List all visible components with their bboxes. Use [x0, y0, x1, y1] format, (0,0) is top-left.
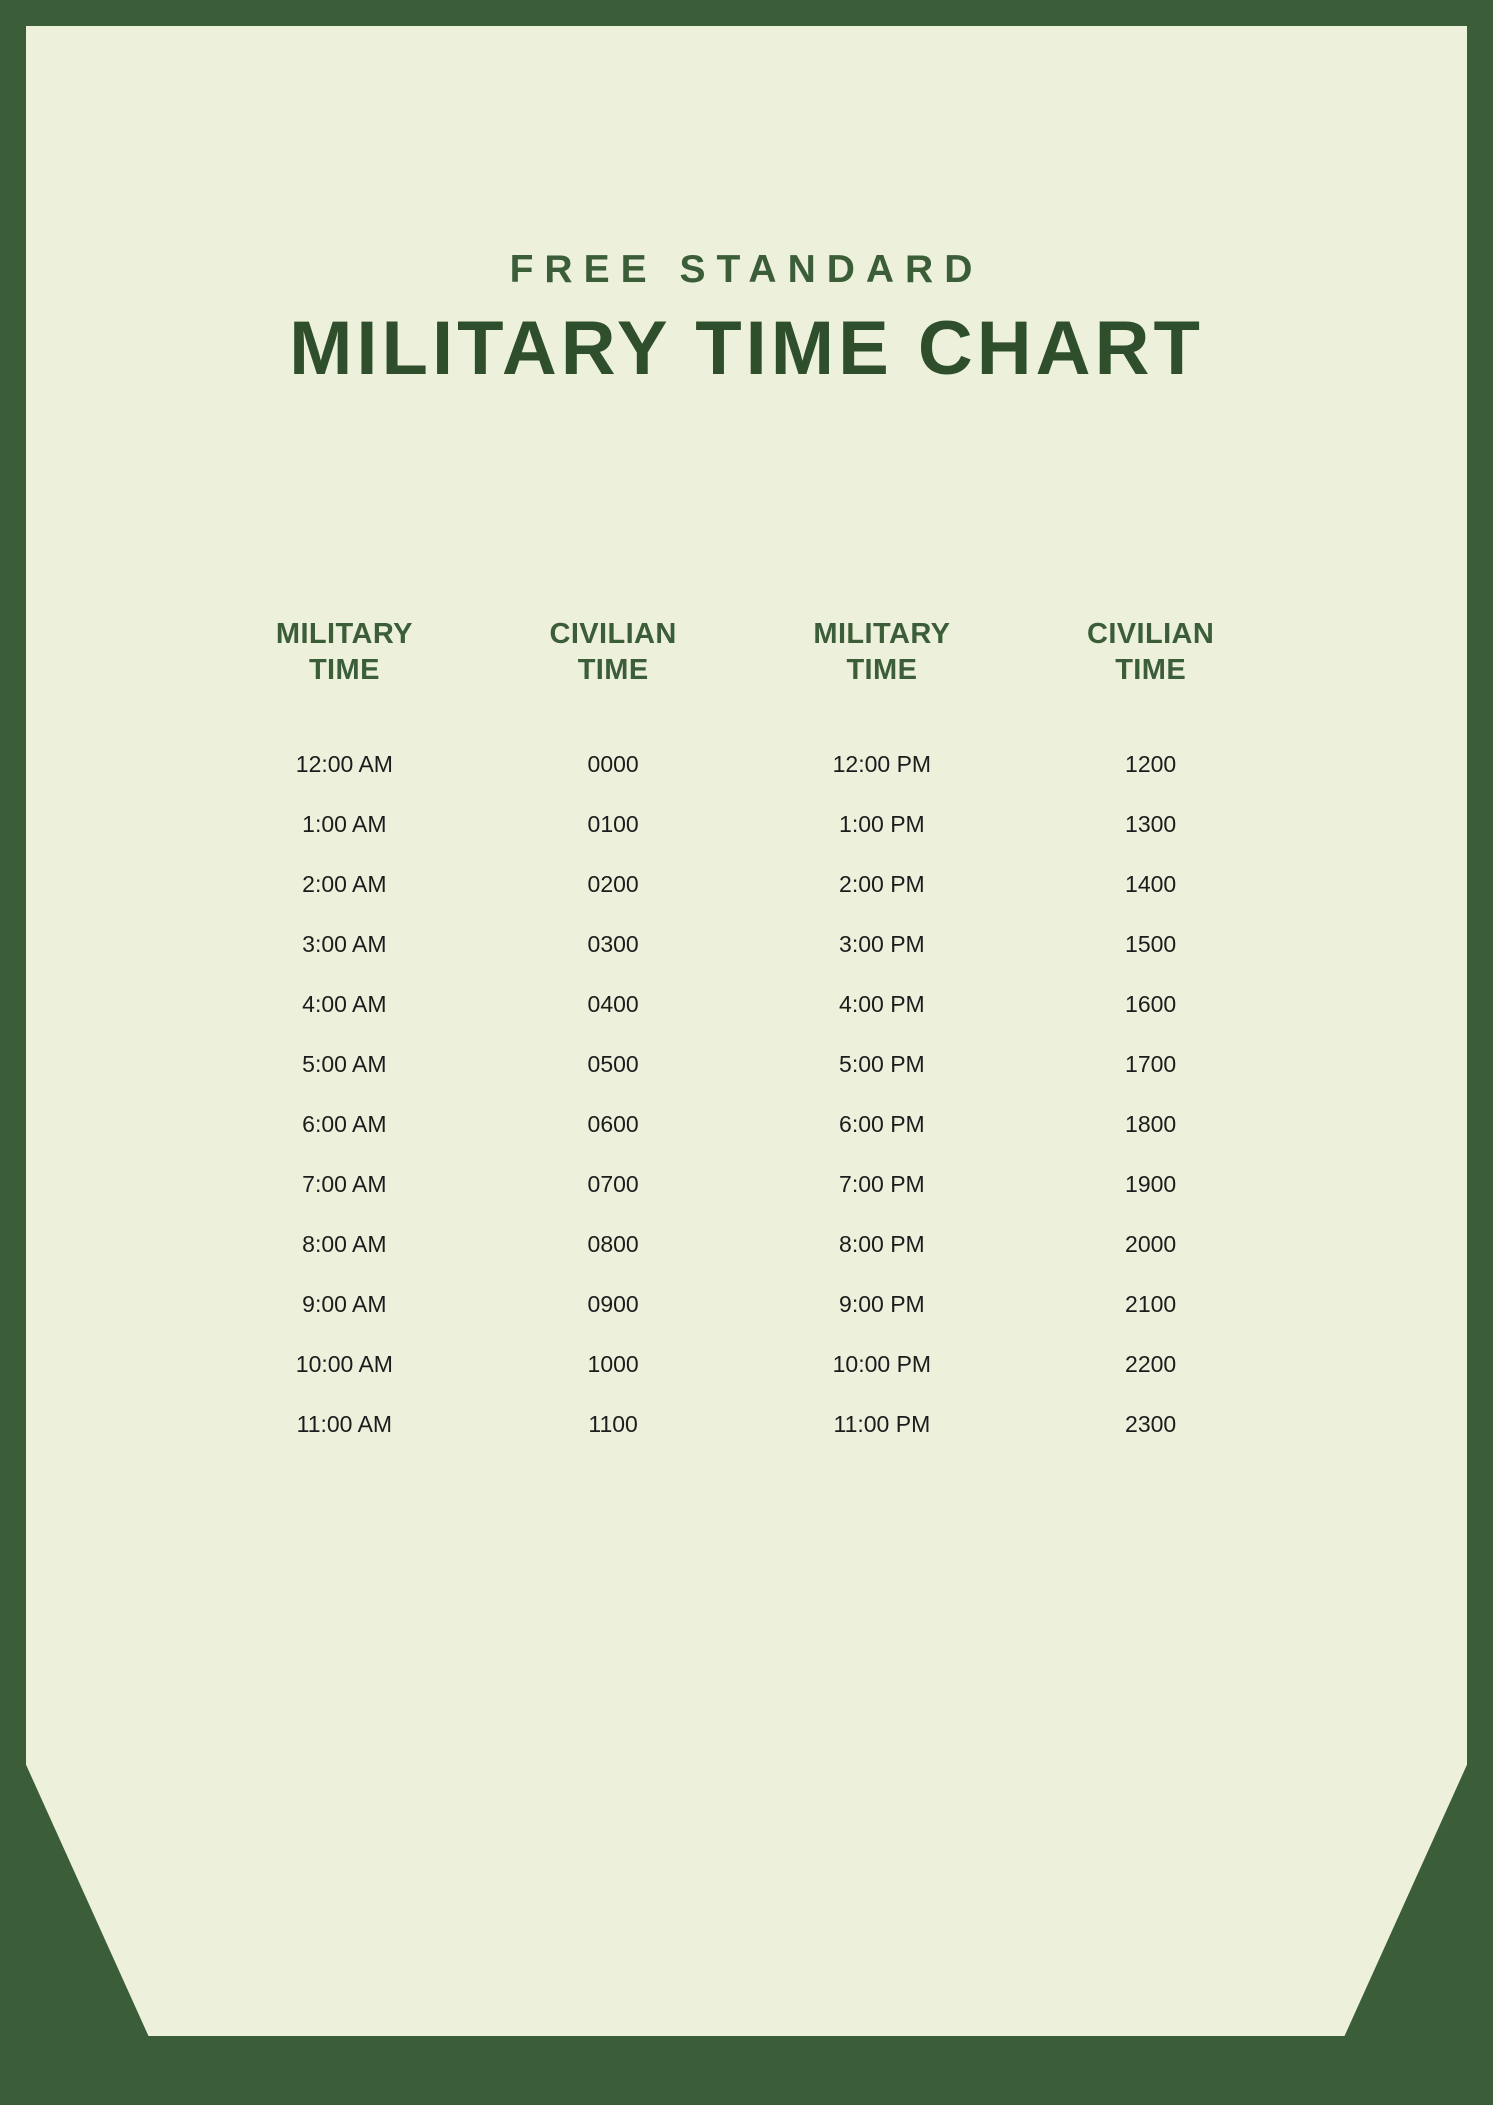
table-row: [210, 975, 1285, 1035]
cell-military-time-2: 1:00 PM: [839, 811, 925, 837]
cell-civilian-time-2: 2000: [1125, 1231, 1177, 1257]
cell-civilian-time-2: 1300: [1125, 811, 1177, 837]
cell-military-time-2: 7:00 PM: [839, 1171, 925, 1197]
cell-civilian-time-2: 2200: [1125, 1351, 1177, 1377]
cell-military-time-2: 3:00 PM: [839, 931, 925, 957]
column-header-military-time-2: [748, 615, 1017, 735]
cell-military-time-1: 9:00 AM: [302, 1291, 387, 1317]
cell-civilian-time-1: 0700: [587, 1171, 639, 1197]
cell-military-time-1: 8:00 AM: [302, 1231, 387, 1257]
column-header-line-2: TIME: [577, 654, 649, 687]
cell-military-time-2: 12:00 PM: [832, 751, 932, 777]
column-header-civilian-time-2: [1016, 615, 1285, 735]
cell-military-time-2: 8:00 PM: [839, 1231, 925, 1257]
cell-military-time-1: 11:00 AM: [296, 1411, 393, 1437]
cell-military-time-2: 11:00 PM: [833, 1411, 931, 1437]
table-row: [210, 855, 1285, 915]
cell-civilian-time-1: 0800: [587, 1231, 639, 1257]
title-block: [0, 248, 1493, 391]
cell-military-time-1: 7:00 AM: [302, 1171, 387, 1197]
cell-civilian-time-1: 0500: [587, 1051, 639, 1077]
time-chart-table: [210, 615, 1285, 1455]
table-row: [210, 1275, 1285, 1335]
cell-civilian-time-2: 2100: [1125, 1291, 1177, 1317]
cell-military-time-1: 10:00 AM: [295, 1351, 393, 1377]
table-row: [210, 1155, 1285, 1215]
column-header-line-1: CIVILIAN: [1086, 618, 1215, 650]
cell-civilian-time-1: 0000: [587, 751, 639, 777]
eyebrow-text: FREE STANDARD: [509, 248, 984, 291]
cell-military-time-1: 5:00 AM: [302, 1051, 387, 1077]
table-row: [210, 1335, 1285, 1395]
cell-military-time-1: 12:00 AM: [295, 751, 393, 777]
column-header-line-1: CIVILIAN: [549, 618, 677, 650]
column-header-military-time-1: [210, 615, 479, 735]
column-header-line-2: TIME: [1115, 654, 1187, 687]
cell-military-time-2: 5:00 PM: [839, 1051, 925, 1077]
cell-military-time-1: 6:00 AM: [302, 1111, 387, 1137]
table-row: [210, 1095, 1285, 1155]
table-row: [210, 1035, 1285, 1095]
cell-civilian-time-2: 1900: [1125, 1171, 1177, 1197]
cell-civilian-time-2: 1400: [1125, 871, 1177, 897]
column-header-line-1: MILITARY: [275, 618, 413, 650]
cell-civilian-time-1: 0200: [587, 871, 639, 897]
cell-military-time-1: 1:00 AM: [302, 811, 387, 837]
column-header-line-2: TIME: [846, 654, 918, 687]
cell-military-time-2: 2:00 PM: [839, 871, 925, 897]
table-row: [210, 1215, 1285, 1275]
cell-military-time-1: 4:00 AM: [302, 991, 387, 1017]
page-title: MILITARY TIME CHART: [289, 306, 1204, 391]
cell-military-time-1: 3:00 AM: [302, 931, 387, 957]
cell-civilian-time-2: 1500: [1125, 931, 1177, 957]
table-row: [210, 795, 1285, 855]
cell-military-time-2: 10:00 PM: [832, 1351, 932, 1377]
table-body: [210, 735, 1285, 1455]
cell-civilian-time-2: 2300: [1125, 1411, 1177, 1437]
table-row: [210, 1395, 1285, 1455]
cell-military-time-2: 9:00 PM: [839, 1291, 925, 1317]
time-chart-table-wrap: [210, 615, 1285, 1455]
cell-civilian-time-1: 0100: [587, 811, 639, 837]
column-header-line-1: MILITARY: [813, 618, 951, 650]
column-header-civilian-time-1: [479, 615, 748, 735]
table-row: [210, 915, 1285, 975]
cell-civilian-time-2: 1200: [1125, 751, 1177, 777]
cell-civilian-time-2: 1800: [1125, 1111, 1177, 1137]
cell-civilian-time-1: 0300: [587, 931, 639, 957]
table-head: [210, 615, 1285, 735]
cell-civilian-time-1: 0900: [587, 1291, 639, 1317]
cell-military-time-2: 4:00 PM: [839, 991, 925, 1017]
cell-civilian-time-1: 1000: [587, 1351, 639, 1377]
cell-civilian-time-1: 0400: [587, 991, 639, 1017]
cell-civilian-time-2: 1600: [1125, 991, 1177, 1017]
cell-military-time-2: 6:00 PM: [839, 1111, 925, 1137]
table-header-row: [210, 615, 1285, 735]
table-row: [210, 735, 1285, 795]
cell-civilian-time-1: 1100: [588, 1411, 638, 1437]
cell-civilian-time-1: 0600: [587, 1111, 639, 1137]
column-header-line-2: TIME: [308, 654, 380, 687]
cell-civilian-time-2: 1700: [1125, 1051, 1177, 1077]
cell-military-time-1: 2:00 AM: [302, 871, 387, 897]
